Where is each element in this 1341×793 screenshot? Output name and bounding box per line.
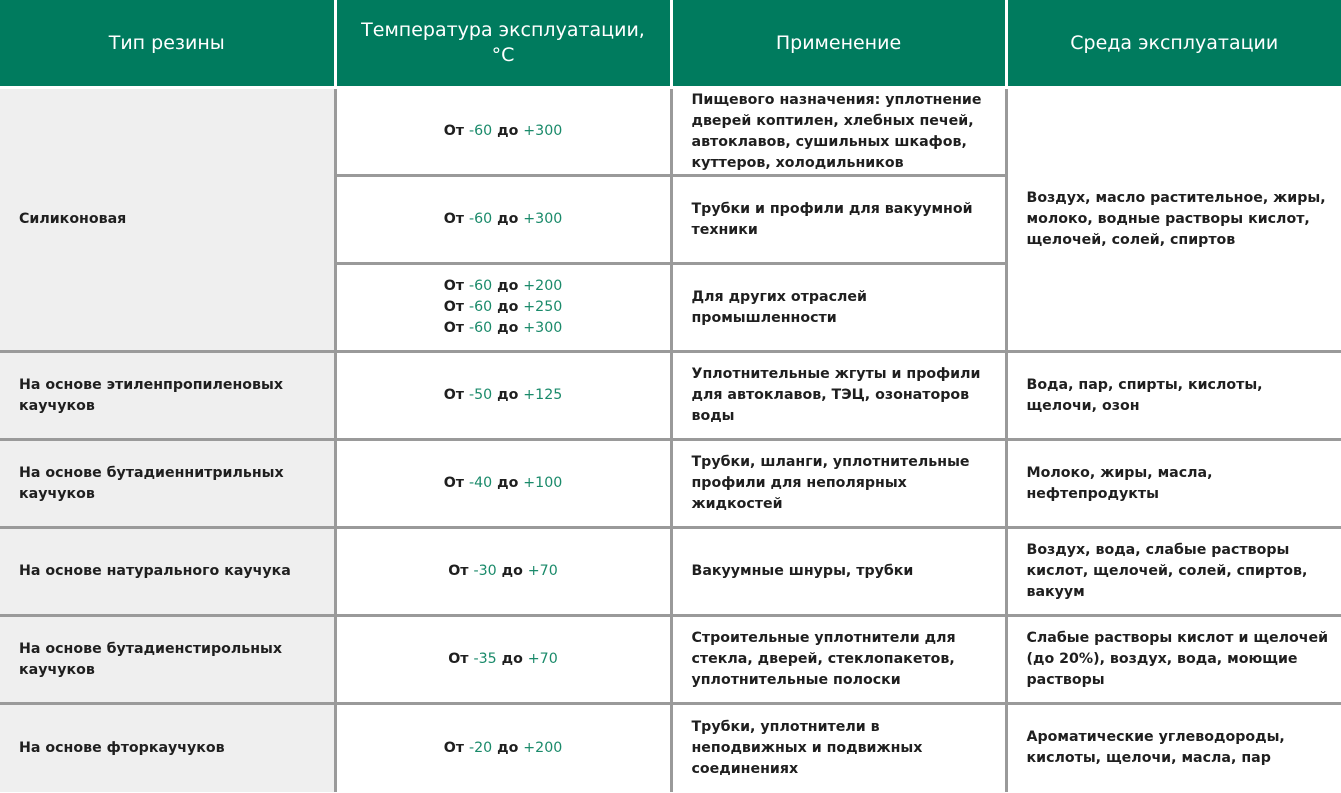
environment-cell: Слабые растворы кислот и щелочей (до 20%), воздух, вода, моющие растворы	[1006, 616, 1341, 704]
range-min: -60	[468, 211, 493, 227]
application-cell: Трубки, шланги, уплотнительные профили для неполярных жидкостей	[671, 440, 1006, 528]
range-to: до	[497, 211, 519, 227]
environment-cell: Воздух, масло растительное, жиры, молоко, водные растворы кислот, щелочей, солей, спиртов	[1006, 88, 1341, 352]
range-min: -60	[468, 278, 493, 294]
range-from: От	[443, 123, 465, 139]
range-max: +300	[523, 320, 563, 336]
environment-cell: Ароматические углеводороды, кислоты, щелочи, масла, пар	[1006, 704, 1341, 792]
environment-cell: Воздух, вода, слабые растворы кислот, щелочей, солей, спиртов, вакуум	[1006, 528, 1341, 616]
application-cell: Вакуумные шнуры, трубки	[671, 528, 1006, 616]
temperature-cell	[335, 88, 671, 176]
range-to: до	[501, 563, 523, 579]
temperature-cell	[335, 616, 671, 704]
range-to: до	[497, 739, 519, 756]
rubber-type-cell: На основе натурального каучука	[0, 528, 335, 616]
range-min: -60	[468, 299, 493, 315]
table-row	[0, 704, 1341, 792]
range-max: +300	[523, 123, 563, 139]
range-line	[337, 318, 670, 339]
header-temperature	[335, 0, 671, 88]
range-to: до	[497, 123, 519, 139]
header-row	[0, 0, 1341, 88]
temperature-cell	[335, 704, 671, 792]
application-cell: Пищевого назначения: уплотнение дверей коптилен, хлебных печей, автоклавов, сушильных шкафов, куттеров, холодильников	[671, 88, 1006, 176]
environment-cell: Молоко, жиры, масла, нефтепродукты	[1006, 440, 1341, 528]
range-max: +125	[523, 387, 563, 403]
range-min: -50	[468, 387, 493, 403]
range-to: до	[497, 320, 519, 336]
temperature-cell	[335, 264, 671, 352]
range-line	[337, 276, 670, 297]
range-max: +250	[523, 299, 563, 315]
rubber-type-cell: Силиконовая	[0, 88, 335, 352]
range-from: От	[443, 278, 465, 294]
rubber-type-cell: На основе этиленпропиленовых каучуков	[0, 352, 335, 440]
range-from: От	[443, 387, 465, 403]
range-max: +70	[527, 651, 558, 667]
range-to: до	[497, 475, 519, 491]
application-cell: Трубки и профили для вакуумной техники	[671, 176, 1006, 264]
application-cell: Трубки, уплотнители в неподвижных и подвижных соединениях	[671, 704, 1006, 792]
header-application: Применение	[671, 0, 1006, 88]
range-min: -60	[468, 123, 493, 139]
range-max: +300	[523, 211, 563, 227]
range-to: до	[497, 299, 519, 315]
table-row	[0, 616, 1341, 704]
table-row	[0, 528, 1341, 616]
application-cell: Для других отраслей промышленности	[671, 264, 1006, 352]
range-to: до	[497, 387, 519, 403]
range-min: -60	[468, 320, 493, 336]
rubber-type-cell: На основе бутадиеннитрильных каучуков	[0, 440, 335, 528]
range-max: +200	[523, 278, 563, 294]
range-line	[337, 297, 670, 318]
temperature-cell	[335, 528, 671, 616]
temperature-cell	[335, 176, 671, 264]
range-from: От	[443, 211, 465, 227]
header-environment: Среда эксплуатации	[1006, 0, 1341, 88]
header-type: Тип резины	[0, 0, 335, 88]
range-min: -30	[473, 563, 497, 579]
range-from: От	[448, 651, 469, 667]
range-from: От	[443, 475, 465, 491]
range-from: От	[448, 563, 469, 579]
rubber-type-cell: На основе фторкаучуков	[0, 704, 335, 792]
rubber-type-cell: На основе бутадиенстирольных каучуков	[0, 616, 335, 704]
table-row	[0, 88, 1341, 176]
application-cell: Уплотнительные жгуты и профили для автоклавов, ТЭЦ, озонаторов воды	[671, 352, 1006, 440]
range-max: +70	[527, 563, 558, 579]
range-min: -40	[468, 475, 493, 491]
range-max: +200	[523, 739, 563, 756]
application-cell: Строительные уплотнители для стекла, дверей, стеклопакетов, уплотнительные полоски	[671, 616, 1006, 704]
range-min: -20	[468, 739, 493, 756]
range-max: +100	[523, 475, 563, 491]
temperature-cell	[335, 352, 671, 440]
table-row	[0, 440, 1341, 528]
range-min: -35	[473, 651, 497, 667]
header-temperature-label: Температура эксплуатации, °C	[361, 19, 645, 66]
range-to: до	[501, 651, 523, 667]
table-row	[0, 352, 1341, 440]
environment-cell: Вода, пар, спирты, кислоты, щелочи, озон	[1006, 352, 1341, 440]
range-from: От	[443, 739, 465, 756]
range-from: От	[443, 299, 465, 315]
range-to: до	[497, 278, 519, 294]
temperature-cell	[335, 440, 671, 528]
range-from: От	[443, 320, 465, 336]
